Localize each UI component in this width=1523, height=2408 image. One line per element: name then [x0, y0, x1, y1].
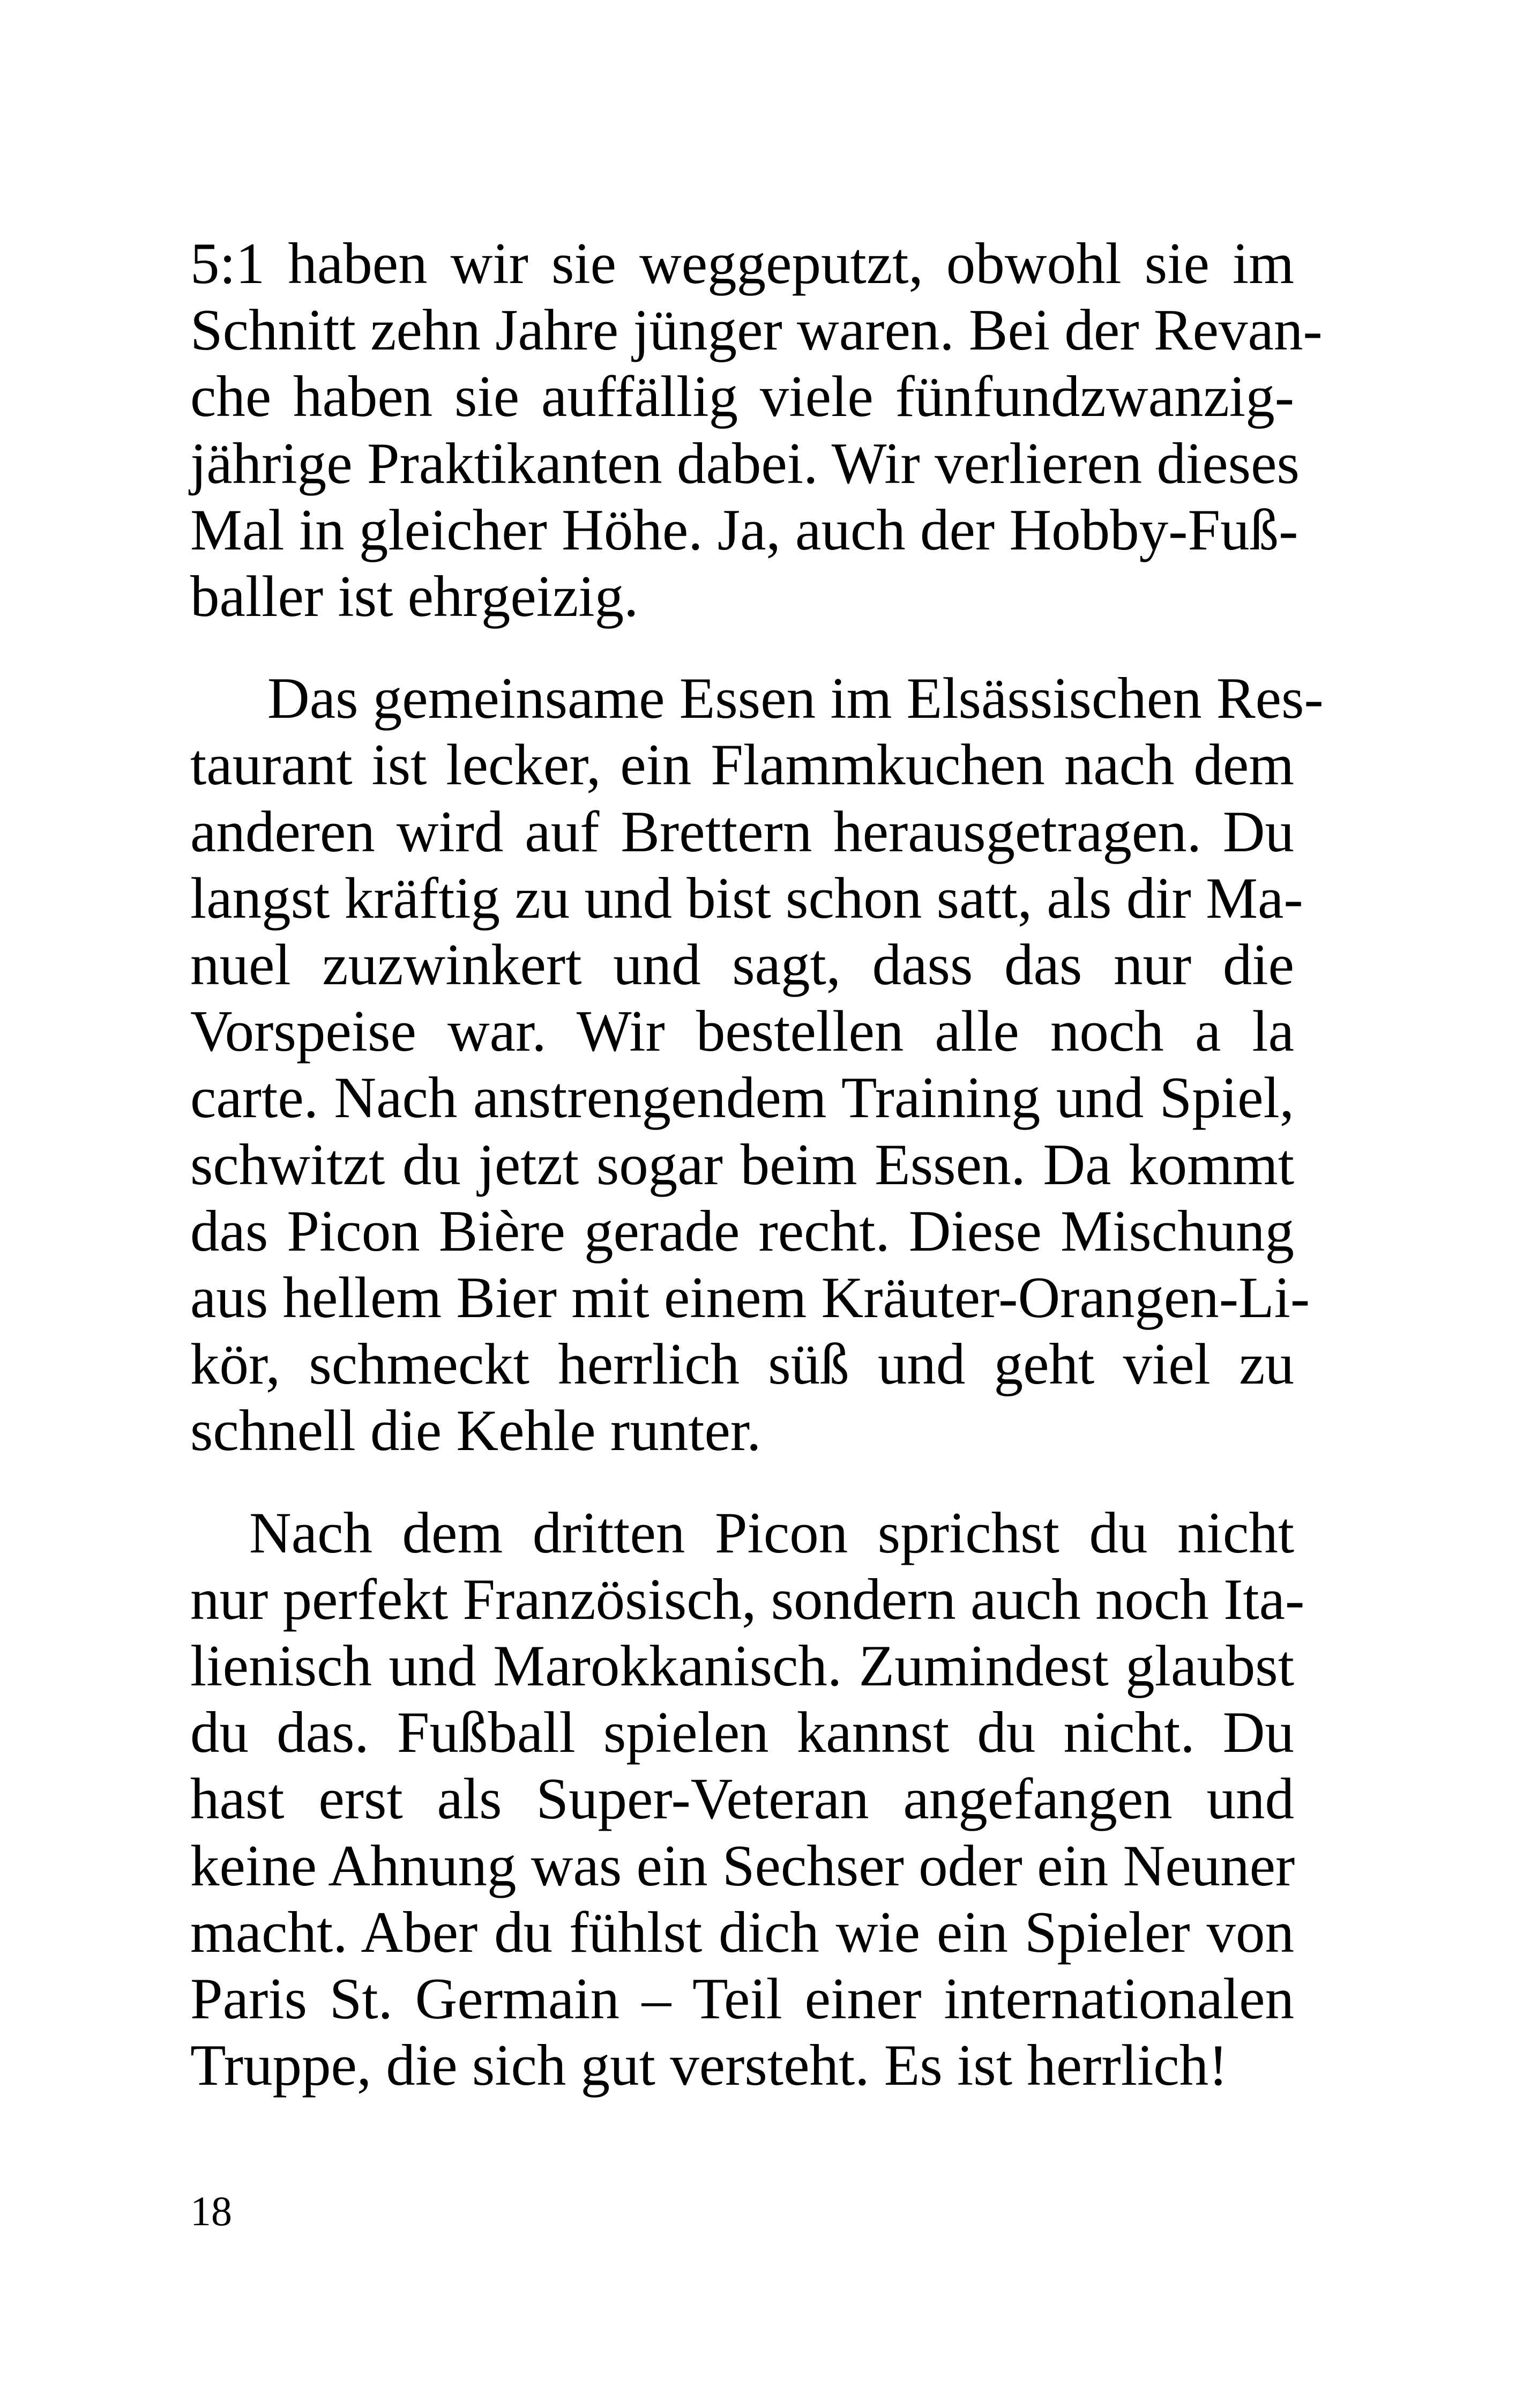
body-text [190, 231, 1324, 2099]
text-line: hast erst als Super-Veteran angefangen und [190, 1766, 1294, 1832]
text-line: taurant ist lecker, ein Flammkuchen nach dem [190, 732, 1294, 798]
text-line: nuel zuzwinkert und sagt, dass das nur die [190, 932, 1294, 998]
text-line: jährige Praktikanten dabei. Wir verlieren dieses [190, 430, 1300, 496]
text-line: aus hellem Bier mit einem Kräuter-Orangen-Li- [190, 1265, 1310, 1331]
text-line: anderen wird auf Brettern herausgetragen. Du [190, 799, 1294, 864]
text-line: kör, schmeckt herrlich süß und geht viel zu [190, 1332, 1294, 1397]
text-line: Nach dem dritten Picon sprichst du nicht [249, 1500, 1294, 1565]
text-line: keine Ahnung was ein Sechser oder ein Neuner [190, 1833, 1295, 1898]
text-line: che haben sie auffällig viele fünfundzwanzig- [190, 364, 1294, 429]
text-line: baller ist ehrgeizig. [190, 564, 639, 629]
paragraph-3 [190, 1500, 1305, 2099]
text-line: schwitzt du jetzt sogar beim Essen. Da kommt [190, 1132, 1294, 1197]
text-line: Truppe, die sich gut versteht. Es ist herrlich! [190, 2033, 1228, 2098]
text-line: langst kräftig zu und bist schon satt, als dir Ma- [190, 865, 1303, 931]
page-number: 18 [190, 2188, 232, 2234]
text-line: Schnitt zehn Jahre jünger waren. Bei der Revan- [190, 298, 1323, 363]
text-line: schnell die Kehle runter. [190, 1398, 762, 1463]
text-line: Mal in gleicher Höhe. Ja, auch der Hobby-Fuß- [190, 497, 1298, 562]
text-line: Das gemeinsame Essen im Elsässischen Res- [267, 666, 1324, 731]
text-line: macht. Aber du fühlst dich wie ein Spieler von [190, 1899, 1294, 1965]
text-line: 5:1 haben wir sie weggeputzt, obwohl sie im [190, 231, 1294, 296]
text-line: nur perfekt Französisch, sondern auch noch Ita- [190, 1566, 1305, 1632]
text-line: lienisch und Marokkanisch. Zumindest glaubst [190, 1633, 1294, 1699]
text-line: das Picon Bière gerade recht. Diese Mischung [190, 1198, 1294, 1264]
paragraph-2 [190, 665, 1324, 1464]
text-line: Paris St. Germain – Teil einer internationalen [190, 1966, 1294, 2032]
text-line: du das. Fußball spielen kannst du nicht. Du [190, 1700, 1294, 1765]
text-line: carte. Nach anstrengendem Training und Spiel, [190, 1065, 1294, 1131]
text-line: Vorspeise war. Wir bestellen alle noch a la [190, 999, 1294, 1064]
paragraph-1 [190, 231, 1323, 630]
